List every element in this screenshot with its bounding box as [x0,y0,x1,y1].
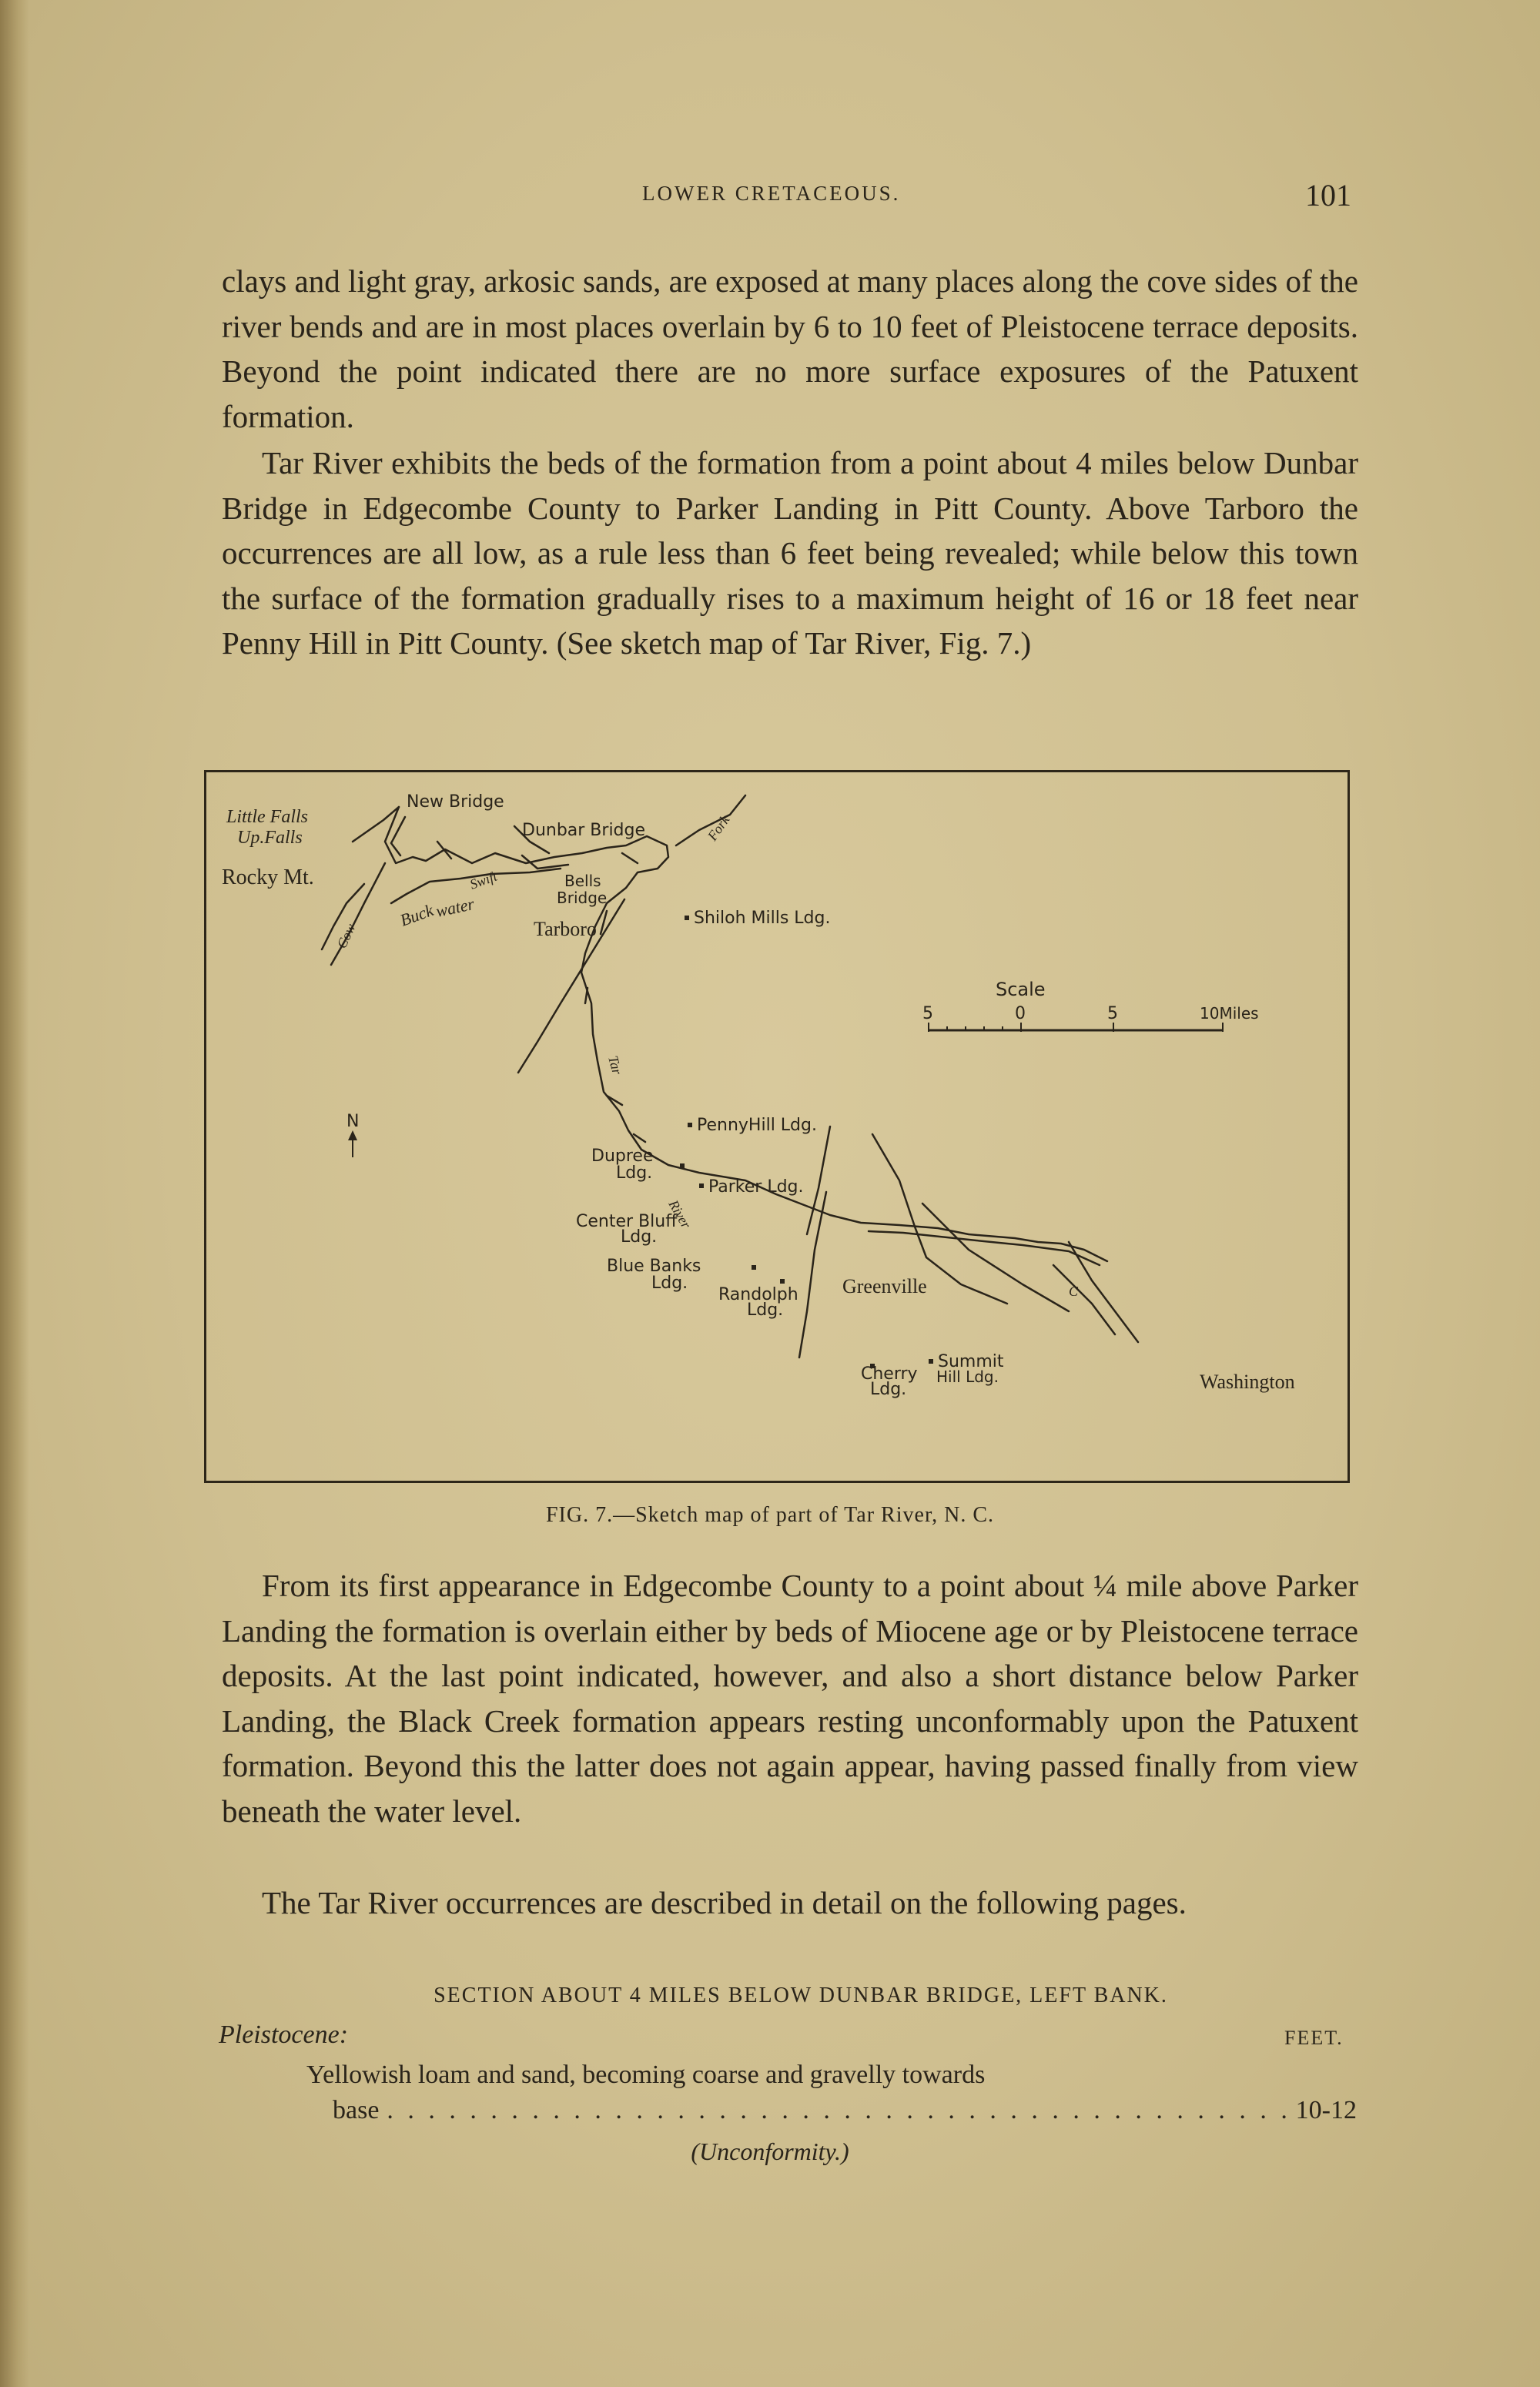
shiloh-dot [685,916,689,920]
randolph-dot [780,1279,785,1284]
label-randolph-ldg: Ldg. [747,1301,784,1320]
section-entry-text: base [333,2096,380,2124]
label-blue-banks-ldg: Ldg. [651,1274,688,1293]
label-summit-hill-ldg: Hill Ldg. [936,1368,999,1386]
section-title: SECTION ABOUT 4 MILES BELOW DUNBAR BRIDGE, LEFT BANK. [434,1984,1168,2007]
label-dunbar-bridge: Dunbar Bridge [522,821,646,840]
label-greenville: Greenville [842,1275,927,1297]
label-tarboro: Tarboro [534,918,597,940]
running-head: LOWER CRETACEOUS. [642,182,901,205]
label-parker: Parker Ldg. [708,1177,804,1197]
label-swift: Swift [467,868,500,892]
feet-header: FEET. [1284,2027,1344,2049]
penny-hill-dot [688,1123,692,1127]
label-river: River [665,1197,695,1231]
label-dupree: Dupree [591,1147,654,1166]
label-summit: Summit [938,1352,1004,1371]
section-entry-line-1: Yellowish loam and sand, becoming coarse and gravelly towards [306,2061,986,2089]
label-buck: Buck [397,900,437,930]
sketch-map [204,770,1350,1483]
map-drawing [206,772,1348,1481]
unconformity-note: (Unconformity.) [691,2138,849,2165]
summit-dot [929,1359,933,1364]
label-water: water [434,894,477,921]
section-entry-line-2 [333,2096,1357,2125]
parker-dot [699,1183,704,1188]
south-stream [799,1192,826,1358]
page-header [0,177,1540,216]
paragraph-4: The Tar River occurrences are described in detail on the following pages. [262,1885,1187,1920]
label-fork: Fork [704,812,733,844]
label-center-bluff: Center Bluff [576,1212,678,1231]
east-stream-2 [922,1204,1069,1311]
label-cherry-ldg: Ldg. [870,1380,907,1399]
binding-gutter [0,0,29,2387]
label-little-falls: Little Falls [226,807,309,827]
label-blue-banks: Blue Banks [607,1257,701,1276]
scale-tick-0: 0 [1015,1004,1026,1023]
dot-leaders [387,2096,1287,2125]
scale-title: Scale [996,979,1046,1000]
unit-label: Pleistocene: [219,2020,349,2049]
label-bells: Bells [564,872,601,890]
scale-tick-5a: 5 [922,1004,933,1023]
tar-river-bank [391,817,1100,1265]
paragraph-3: From its first appearance in Edgecombe County to a point about ¼ mile above Parker Landing the formation is overlain either by beds of Miocene age or by Pleistocene terrace deposits. At the last point indicated, however, and also a short distance below Parker Landing, the Black Creek formation appears resting unconformably upon the Patuxent formation. Beyond this the latter does not again appear, having passed finally from view beneath the water level. [222,1568,1358,1829]
scale-tick-5b: 5 [1107,1004,1118,1023]
label-rocky-mt: Rocky Mt. [222,865,314,889]
label-cherry: Cherry [861,1364,918,1384]
label-penny-hill: PennyHill Ldg. [697,1116,817,1135]
north-label: N [346,1112,360,1131]
label-shiloh: Shiloh Mills Ldg. [694,909,831,928]
cow-swamp-line [331,863,385,965]
figure-caption: FIG. 7.—Sketch map of part of Tar River, N. C. [545,1503,995,1527]
label-tar: Tar [605,1053,625,1076]
label-washington: Washington [1200,1371,1295,1393]
scale-bar [922,979,1259,1032]
label-cow: Cow [333,921,359,951]
page-number: 101 [1305,178,1351,213]
paragraph-1: clays and light gray, arkosic sands, are exposed at many places along the cove sides of the river bends and are in most places overlain by 6 to 10 feet of Pleistocene terrace deposits. Beyond the point indicated there are no more surface exposures of the Patuxent formation. [222,263,1358,434]
blue-banks-dot [752,1265,756,1270]
label-dupree-ldg: Ldg. [616,1163,653,1183]
label-randolph: Randolph [718,1285,798,1304]
label-center-bluff-ldg: Ldg. [621,1227,658,1247]
label-creek-mark: C [1069,1284,1079,1299]
north-arrow [346,1112,359,1157]
scale-tick-10: 10Miles [1200,1004,1259,1023]
section-entry-value: 10-12 [1295,2096,1357,2124]
greenville-stream [807,1127,830,1234]
label-new-bridge: New Bridge [407,792,504,812]
dupree-dot [680,1163,685,1168]
paragraph-2: Tar River exhibits the beds of the formation from a point about 4 miles below Dunbar Bridge in Edgecombe County to Parker Landing in Pitt County. Above Tarboro the occurrences are all low, as a rule less than 6 feet being revealed; while below this town the surface of the formation gradually rises to a maximum height of 16 or 18 feet near Penny Hill in Pitt County. (See sketch map of Tar River, Fig. 7.) [222,445,1358,661]
label-up-falls: Up.Falls [237,828,303,848]
label-bells-bridge: Bridge [557,889,608,907]
